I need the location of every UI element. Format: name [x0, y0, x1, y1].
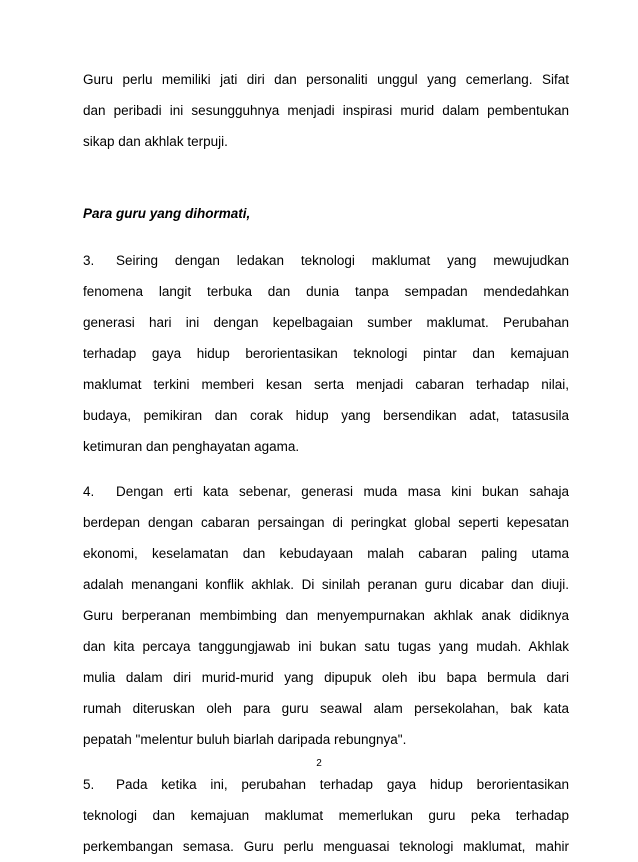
text-line: maklumat terkini memberi kesan serta menjadi cabaran terhadap nilai,	[83, 377, 569, 392]
text-line: rumah diteruskan oleh para guru seawal alam persekolahan, bak kata	[83, 701, 569, 716]
text-line: dan peribadi ini sesungguhnya menjadi inspirasi murid dalam pembentukan	[83, 103, 569, 118]
line-text: Dengan erti kata sebenar, generasi muda masa kini bukan sahaja	[116, 484, 569, 499]
text-line: terhadap gaya hidup berorientasikan teknologi pintar dan kemajuan	[83, 346, 569, 361]
text-line: teknologi dan kemajuan maklumat memerlukan guru peka terhadap	[83, 808, 569, 823]
text-line	[83, 476, 569, 507]
text-line: Guru berperanan membimbing dan menyempurnakan akhlak anak didiknya	[83, 608, 569, 623]
paragraph-5	[83, 769, 569, 862]
text-line: dan kita percaya tanggungjawab ini bukan satu tugas yang mudah. Akhlak	[83, 639, 569, 654]
paragraph-number: 3.	[83, 253, 95, 268]
text-line: pepatah "melentur buluh biarlah daripada rebungnya".	[83, 732, 407, 747]
text-line: budaya, pemikiran dan corak hidup yang bersendikan adat, tatasusila	[83, 408, 569, 423]
line-text: Pada ketika ini, perubahan terhadap gaya hidup berorientasikan	[116, 777, 569, 792]
text-line: fenomena langit terbuka dan dunia tanpa sempadan mendedahkan	[83, 284, 569, 299]
text-line: generasi hari ini dengan kepelbagaian sumber maklumat. Perubahan	[83, 315, 569, 330]
text-line: mulia dalam diri murid-murid yang dipupuk oleh ibu bapa bermula dari	[83, 670, 569, 685]
text-line: sikap dan akhlak terpuji.	[83, 134, 228, 149]
paragraph-3	[83, 245, 569, 462]
line-text: Seiring dengan ledakan teknologi maklumat yang mewujudkan	[116, 253, 569, 268]
text-line: ketimuran dan penghayatan agama.	[83, 439, 300, 454]
page-number: 2	[316, 758, 322, 769]
paragraph-number: 4.	[83, 484, 95, 499]
paragraph-4	[83, 476, 569, 755]
intro-paragraph	[83, 64, 569, 157]
text-line: ekonomi, keselamatan dan kebudayaan malah cabaran paling utama	[83, 546, 569, 561]
text-line: Guru perlu memiliki jati diri dan personaliti unggul yang cemerlang. Sifat	[83, 72, 569, 87]
text-line: adalah menangani konflik akhlak. Di sinilah peranan guru dicabar dan diuji.	[83, 577, 569, 592]
text-line: berdepan dengan cabaran persaingan di peringkat global seperti kepesatan	[83, 515, 569, 530]
document-body	[83, 64, 569, 862]
text-line	[83, 769, 569, 800]
text-line	[83, 245, 569, 276]
text-line: perkembangan semasa. Guru perlu menguasai teknologi maklumat, mahir	[83, 839, 569, 854]
section-heading: Para guru yang dihormati,	[83, 206, 251, 221]
paragraph-number: 5.	[83, 777, 95, 792]
